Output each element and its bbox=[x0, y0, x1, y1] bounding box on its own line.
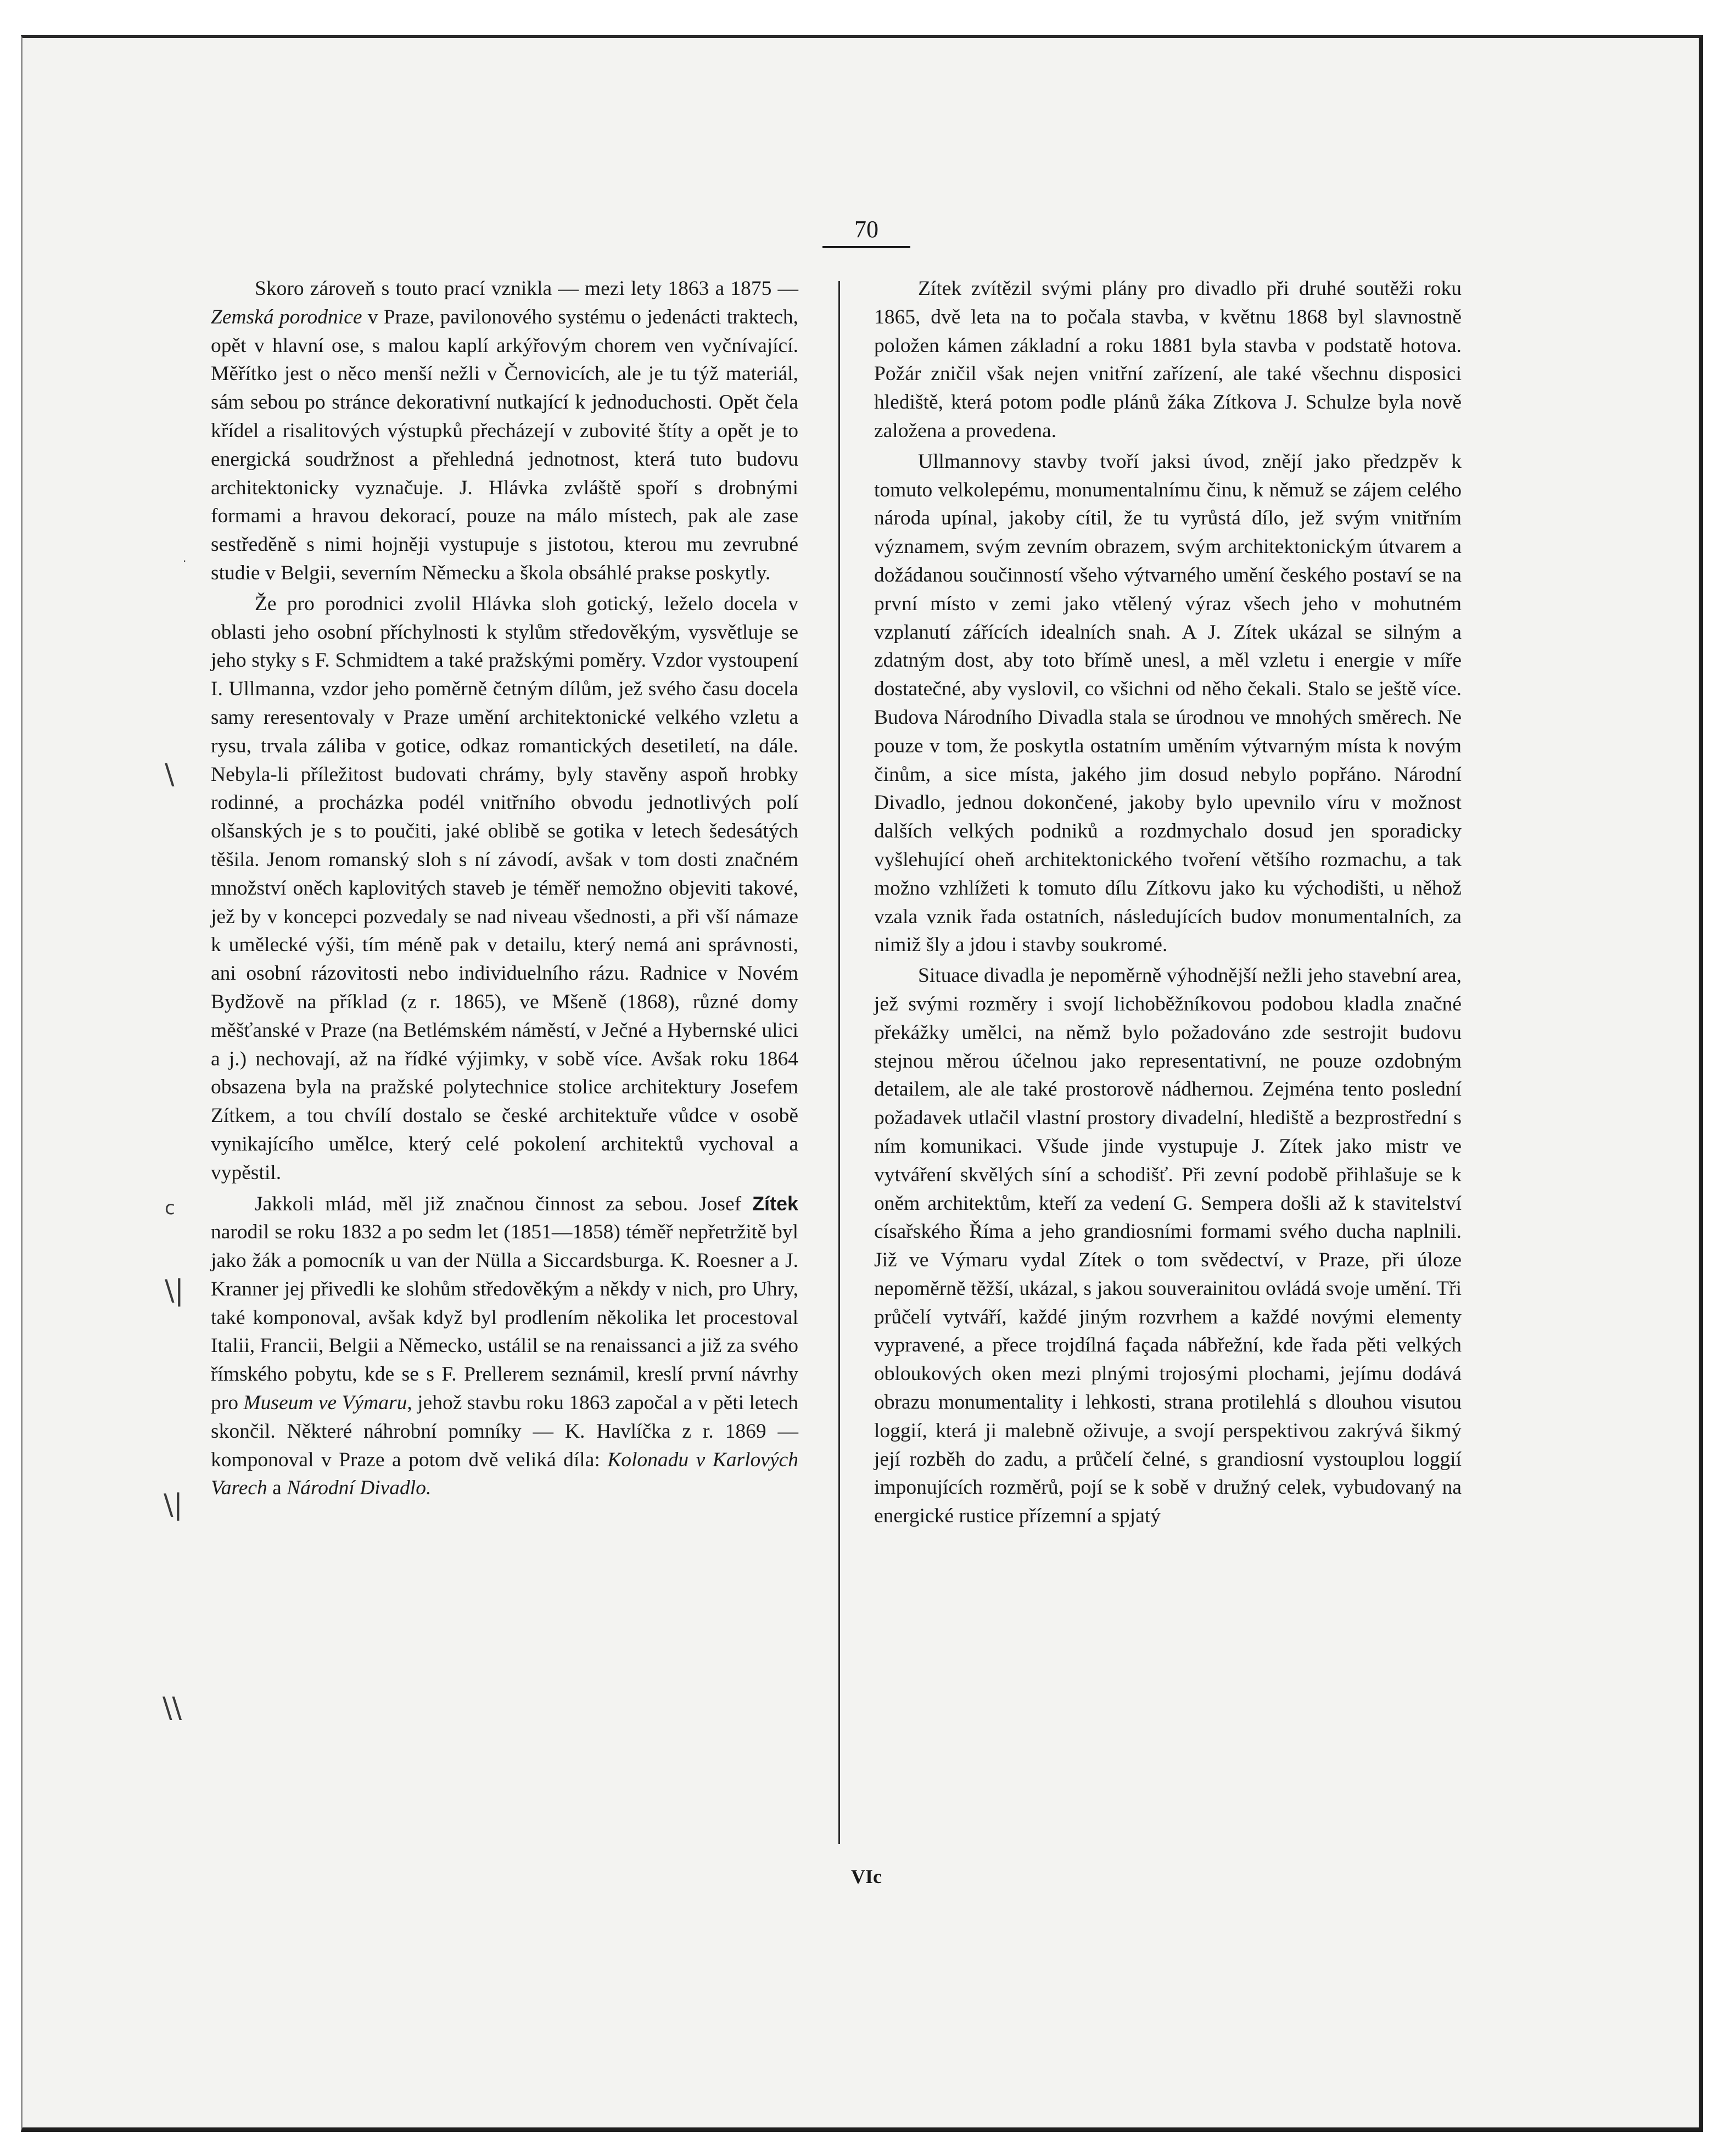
column-divider bbox=[838, 281, 840, 1844]
right-paragraph-1: Zítek zvítězil svými plány pro divadlo při druhé soutěži roku 1865, dvě leta na to počala stavba, v květnu 1868 byl slavnostně položen kámen základní a roku 1881 byla stavba v podstatě hotova. Požár zničil však nejen vnitřní zařízení, ale také všechnu disposici hlediště, která potom podle plánů žáka Zítkova J. Schulze byla nově založena a provedena. bbox=[874, 277, 1462, 442]
left-column bbox=[211, 275, 798, 1503]
work-title-porodnice: Zemská porodnice bbox=[211, 305, 362, 328]
work-title-divadlo: Národní Divadlo. bbox=[287, 1477, 432, 1500]
right-column bbox=[874, 275, 1462, 1531]
work-title-kolonada: Kolonadu v Karlových Varech bbox=[211, 1448, 798, 1500]
left-paragraph-2: Že pro porodnici zvolil Hlávka sloh gotický, leželo docela v oblasti jeho osobní příchylnosti k stylům středověkým, vysvětluje se jeho styky s F. Schmidtem a také pražskými poměry. Vzdor vystoupení I. Ullmanna, vzdor jeho poměrně četným dílům, jež svého času docela samy reresentovaly v Praze umění architektonické velkého vzletu a rysu, trvala záliba v gotice, odkaz romantických desetiletí, na dále. Nebyla-li příležitost budovati chrámy, byly stavěny aspoň hrobky rodinné, a procházka podél vnitřního obvodu jednotlivých polí olšanských je s to poučiti, jaké oblibě se gotika v letech šedesátých těšila. Jenom romanský sloh s ní závodí, avšak v tom dosti značném množství oněch kaplovitých staveb je téměř nemožno objeviti takové, jež by v koncepci pozvedaly se nad niveau všednosti, a při vší námaze k umělecké výši, tím méně pak v detailu, který nemá ani správnosti, ani osobní rázovitosti nebo individuelního rázu. Radnice v Novém Bydžově na příklad (z r. 1865), ve Mšeně (1868), různé domy měšťanské v Praze (na Betlémském náměstí, v Ječné a Hybernské ulici a j.) nechovají, až na řídké výjimky, v sobě více. Avšak roku 1864 obsazena byla na pražské polytechnice stolice architektury Josefem Zítkem, a tou chvílí dostalo se české architektuře vůdce v osobě vynikajícího umělce, který celé pokolení architektů vychoval a vypěstil. bbox=[211, 592, 798, 1184]
right-paragraph-2: Ullmannovy stavby tvoří jaksi úvod, znějí jako předzpěv k tomuto velkolepému, monumentalnímu činu, k němuž se zájem celého národa upínal, jakoby cítil, že tu vyrůstá dílo, jež svým vnitřním významem, svým zevním obrazem, svým architektonickým útvarem a dožádanou součinností všeho výtvarného umění českého postaví se na první místo v zemi jako vtělený výraz všech jeho v mohutném vzplanutí zářících idealních snah. A J. Zítek ukázal se silným a zdatným dost, aby toto břímě unesl, a měl vzletu i energie v míře dostatečné, aby vyslovil, co všichni od něho čekali. Stalo se ještě více. Budova Národního Divadla stala se úrodnou ve mnohých směrech. Ne pouze v tom, že poskytla ostatním uměním výtvarným místa k novým činům, a sice místa, jakého jim dosud nebylo popřáno. Národní Divadlo, jednou dokončené, jakoby bylo upevnilo víru v možnost dalších velkých podniků a rozdmychalo dosud jen sporadicky vyšlehující oheň architektonického tvoření většího rozmachu, a tak možno vzhlížeti k tomuto dílu Zítkovu jako ku východišti, u něhož vzala vznik řada ostatních, následujících budov monumentalních, za nimiž šly a jdou i stavby soukromé. bbox=[874, 450, 1462, 957]
page-number: 70 bbox=[822, 213, 910, 248]
printer-signature: VIc bbox=[851, 1865, 882, 1887]
left-paragraph-3: Jakkoli mlád, měl již značnou činnost za sebou. Josef Zítek narodil se roku 1832 a po sedm let (1851—1858) téměř nepřetržitě byl jako žák a pomocník u van der Nülla a Siccardsburga. K. Roesner a J. Kranner jej přivedli ke slohům středověkým a někdy v nich, pro Uhry, také komponoval, avšak když byl prodlením několika let procestoval Italii, Francii, Belgii a Německo, ustálil se na renaissanci a již za svého římského pobytu, kde se s F. Prellerem seznámil, kreslí první návrhy pro Museum ve Výmaru, jehož stavbu roku 1863 započal a v pěti letech skončil. Některé náhrobní pomníky — K. Havlíčka z r. 1869 — komponoval v Praze a potom dvě veliká díla: Kolonadu v Karlových Varech a Národní Divadlo. bbox=[211, 1192, 798, 1500]
margin-tick-mark: \| bbox=[165, 1274, 184, 1307]
work-title-museum: Museum ve Výmaru bbox=[243, 1392, 407, 1415]
margin-tick-mark: \ bbox=[165, 758, 175, 791]
left-paragraph-1: Skoro zároveň s touto prací vznikla — mezi lety 1863 a 1875 — Zemská porodnice v Praze, pavilonového systému o jedenácti traktech, opět v hlavní ose, s malou kaplí arkýřovým chorem ven vyčnívající. Měřítko jest o něco menší nežli v Černovicích, ale je tu týž materiál, sám sebou po stránce dekorativní nutkající k jednoduchosti. Opět čela křídel a risalitových výstupků přecházejí v zubovité štíty a opět je to energická soudržnost a přehledná jednotnost, která tuto budovu architektonicky vyznačuje. J. Hlávka zvláště spoří s drobnými formami a hravou dekorací, pouze na málo místech, pak ale zase sestředěně s nimi hojněji vystupuje s jistotou, kterou mu zevrubné studie v Belgii, severním Německu a škola obsáhlé prakse poskytly. bbox=[211, 277, 798, 584]
name-zitek: Zítek bbox=[752, 1192, 798, 1215]
margin-tick-mark: \| bbox=[164, 1488, 183, 1521]
margin-curl-mark: c bbox=[165, 1197, 175, 1219]
margin-tick-mark: \\ bbox=[163, 1691, 182, 1724]
margin-dot: · bbox=[183, 555, 187, 568]
right-paragraph-3: Situace divadla je nepoměrně výhodnější nežli jeho stavební area, jež svými rozměry i svojí lichoběžníkovou podobou kladla značné překážky umělci, na němž bylo požadováno zde sestrojit budovu stejnou měrou účelnou jako representativní, ne pouze ozdobným detailem, ale ale také prostorově nádhernou. Zejména tento poslední požadavek utlačil vlastní prostory divadelní, hlediště a bezprostřední s ním komunikaci. Všude jinde vystupuje J. Zítek jako mistr ve vytváření skvělých síní a schodišť. Při zevní podobě přihlašuje se k oněm architektům, kteří za vedení G. Sempera došli až k stavitelství císařského Říma a jeho grandiosními formami svého ducha naplnili. Již ve Výmaru vydal Zítek o tom svědectví, v Praze, při úloze nepoměrně těžší, ukázal, s jakou souverainitou ovládá svoje umění. Tři průčelí vytváří, každé jiným rozvrhem a každé novými elementy vypravené, a přece trojdílná façada nábřežní, kde řada pěti velkých obloukových oken mezi plnými trojosými plochami, jejímu dodává obrazu monumentality i lehkosti, strana protilehlá s dlouhou visutou loggií, která ji malebně oživuje, a svojí perspektivou zakrývá šikmý její rozběh do zadu, a průčelí čelné, s grandiosní vystouplou loggií imponujících rozměrů, pojí se k sobě v družný celek, vybudovaný na energické rustice přízemní a spjatý bbox=[874, 964, 1462, 1528]
